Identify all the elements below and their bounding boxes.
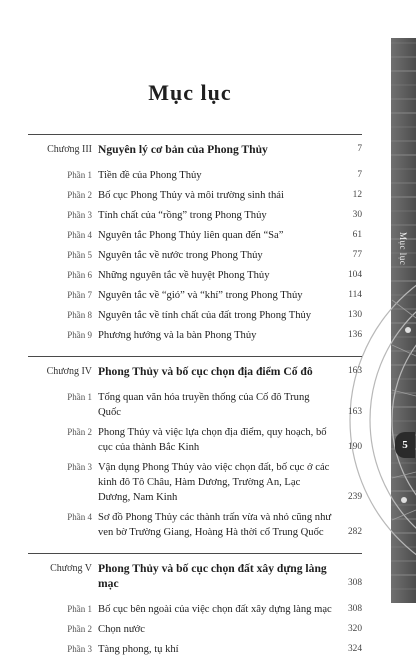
part-page-number: 190: [347, 442, 362, 452]
part-page-number: 239: [347, 492, 362, 502]
band-stripe: [391, 588, 416, 590]
part-label: Phần 4: [67, 512, 92, 522]
band-stripe: [391, 574, 416, 576]
band-stripe: [391, 504, 416, 506]
toc-entry[interactable]: [28, 228, 362, 243]
part-page-number: 282: [347, 527, 362, 537]
part-page-number: 12: [352, 190, 362, 200]
band-stripe: [391, 182, 416, 184]
part-title: Vận dụng Phong Thủy vào việc chọn đất, bố cục ở các kinh đô Tô Châu, Hàm Dương, Trường An, Lạc Dương, Nam Kinh: [98, 462, 330, 503]
chapter-title: Phong Thủy và bố cục chọn đất xây dựng làng mạc: [98, 562, 327, 590]
toc-entry[interactable]: [28, 622, 362, 637]
band-stripe: [391, 476, 416, 478]
band-stripe: [391, 462, 416, 464]
part-title: Phong Thủy và việc lựa chọn địa điểm, quy hoạch, bố cục của thành Bắc Kinh: [98, 427, 327, 453]
band-stripe: [391, 308, 416, 310]
toc-entry[interactable]: [28, 248, 362, 263]
toc-entry[interactable]: [28, 460, 362, 505]
part-title: Sơ đồ Phong Thủy các thành trấn vừa và nhỏ cũng như ven bờ Trường Giang, Hoàng Hà thời cổ Trung Quốc: [98, 512, 332, 538]
band-stripe: [391, 560, 416, 562]
part-page-number: 130: [347, 310, 362, 320]
chapter-heading[interactable]: [28, 561, 362, 591]
part-label: Phần 1: [67, 604, 92, 614]
part-title: Tổng quan văn hóa truyền thống của Cố đô Trung Quốc: [98, 392, 310, 418]
band-stripe: [391, 378, 416, 380]
part-label: Phần 3: [67, 210, 92, 220]
part-label: Phần 3: [67, 462, 92, 472]
part-page-number: 136: [347, 330, 362, 340]
chapter-label: Chương V: [50, 563, 92, 574]
part-page-number: 30: [352, 210, 362, 220]
part-label: Phần 5: [67, 250, 92, 260]
part-title: Chọn nước: [98, 624, 145, 635]
chapter-heading[interactable]: [28, 142, 362, 157]
band-stripe: [391, 280, 416, 282]
part-title: Nguyên tắc Phong Thủy liên quan đến “Sa”: [98, 230, 284, 241]
toc-entry[interactable]: [28, 188, 362, 203]
part-label: Phần 7: [67, 290, 92, 300]
band-stripe: [391, 84, 416, 86]
side-section-label: Mục lục: [398, 232, 408, 266]
chapter-section: [28, 553, 362, 657]
part-title: Nguyên tắc về nước trong Phong Thủy: [98, 250, 263, 261]
band-stripe: [391, 168, 416, 170]
part-label: Phần 2: [67, 427, 92, 437]
table-of-contents: [28, 134, 362, 662]
band-stripe: [391, 392, 416, 394]
chapter-page-number: 7: [357, 144, 362, 154]
band-stripe: [391, 364, 416, 366]
band-stripe: [391, 154, 416, 156]
band-stripe: [391, 350, 416, 352]
part-title: Tàng phong, tụ khí: [98, 644, 179, 655]
part-page-number: 114: [348, 290, 362, 300]
toc-entry[interactable]: [28, 168, 362, 183]
toc-entry[interactable]: [28, 602, 362, 617]
part-page-number: 163: [347, 407, 362, 417]
part-page-number: 7: [357, 170, 362, 180]
band-stripe: [391, 490, 416, 492]
band-stripe: [391, 518, 416, 520]
part-title: Bố cục Phong Thủy và môi trường sinh thái: [98, 190, 284, 201]
part-label: Phần 3: [67, 644, 92, 654]
part-title: Tính chất của “rồng” trong Phong Thủy: [98, 210, 267, 221]
toc-entry[interactable]: [28, 308, 362, 323]
chapter-page-number: 308: [347, 578, 362, 588]
band-stripe: [391, 196, 416, 198]
band-stripe: [391, 546, 416, 548]
part-title: Nguyên tắc về “gió” và “khí” trong Phong Thủy: [98, 290, 303, 301]
toc-entry[interactable]: [28, 268, 362, 283]
page-title: Mục lục: [148, 80, 232, 105]
part-page-number: 320: [347, 624, 362, 634]
toc-entry[interactable]: [28, 390, 362, 420]
band-stripe: [391, 224, 416, 226]
band-stripe: [391, 140, 416, 142]
part-page-number: 61: [352, 230, 362, 240]
part-label: Phần 1: [67, 170, 92, 180]
part-title: Nguyên tắc về tính chất của đất trong Phong Thủy: [98, 310, 312, 321]
band-stripe: [391, 406, 416, 408]
band-stripe: [391, 322, 416, 324]
band-stripe: [391, 420, 416, 422]
part-page-number: 77: [352, 250, 362, 260]
toc-entry[interactable]: [28, 425, 362, 455]
band-stripe: [391, 112, 416, 114]
part-label: Phần 8: [67, 310, 92, 320]
band-stripe: [391, 210, 416, 212]
chapter-title: Phong Thủy và bố cục chọn địa điểm Cố đô: [98, 365, 313, 378]
part-label: Phần 1: [67, 392, 92, 402]
part-label: Phần 4: [67, 230, 92, 240]
band-stripe: [391, 56, 416, 58]
part-title: Bố cục bên ngoài của việc chọn đất xây dựng làng mạc: [98, 604, 332, 615]
band-stripe: [391, 126, 416, 128]
toc-entry[interactable]: [28, 510, 362, 540]
part-page-number: 308: [347, 604, 362, 614]
part-title: Tiền đề của Phong Thủy: [98, 170, 202, 181]
side-band: [391, 38, 416, 603]
toc-entry[interactable]: [28, 208, 362, 223]
part-label: Phần 2: [67, 190, 92, 200]
band-stripe: [391, 294, 416, 296]
band-stripe: [391, 98, 416, 100]
chapter-heading[interactable]: [28, 364, 362, 379]
part-label: Phần 9: [67, 330, 92, 340]
page-number-badge: 5: [395, 432, 415, 458]
band-stripe: [391, 70, 416, 72]
part-title: Những nguyên tắc về huyệt Phong Thủy: [98, 270, 270, 281]
chapter-title: Nguyên lý cơ bản của Phong Thủy: [98, 143, 268, 156]
chapter-label: Chương IV: [46, 366, 92, 377]
chapter-section: [28, 356, 362, 540]
part-label: Phần 6: [67, 270, 92, 280]
chapter-page-number: 163: [347, 366, 362, 376]
toc-entry[interactable]: [28, 328, 362, 343]
chapter-label: Chương III: [47, 144, 92, 155]
part-page-number: 324: [347, 644, 362, 654]
band-stripe: [391, 266, 416, 268]
band-stripe: [391, 42, 416, 44]
part-page-number: 104: [347, 270, 362, 280]
part-label: Phần 2: [67, 624, 92, 634]
toc-entry[interactable]: [28, 642, 362, 657]
band-stripe: [391, 532, 416, 534]
band-stripe: [391, 336, 416, 338]
part-title: Phương hướng và la bàn Phong Thủy: [98, 330, 257, 341]
chapter-section: [28, 134, 362, 343]
toc-entry[interactable]: [28, 288, 362, 303]
